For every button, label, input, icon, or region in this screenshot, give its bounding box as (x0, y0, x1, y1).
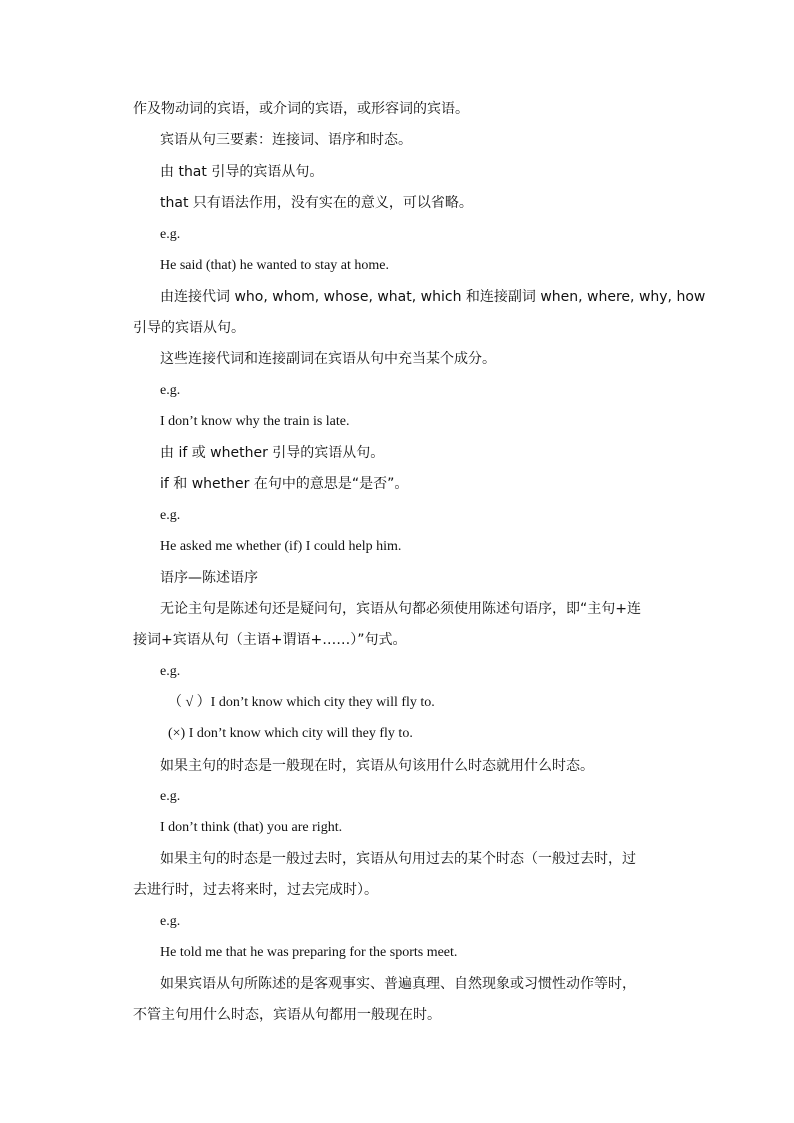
text-line-17: 无论主句是陈述句还是疑问句，宾语从句都必须使用陈述句语序，即“主句+连 (160, 601, 641, 617)
text-line-20: （ √ ）I don’t know which city they will fly to. (168, 695, 435, 710)
text-line-27: e.g. (160, 914, 181, 929)
text-line-11: I don’t know why the train is late. (160, 414, 350, 429)
text-line-12: 由 if 或 whether 引导的宾语从句。 (160, 445, 385, 461)
text-line-28: He told me that he was preparing for the sports meet. (160, 945, 458, 960)
text-line-23: e.g. (160, 789, 181, 804)
text-line-29: 如果宾语从句所陈述的是客观事实、普遍真理、自然现象或习惯性动作等时， (160, 976, 636, 992)
text-line-16: 语序—陈述语序 (160, 570, 258, 586)
text-line-2: 宾语从句三要素：连接词、语序和时态。 (160, 132, 412, 148)
text-line-4: that 只有语法作用，没有实在的意义，可以省略。 (160, 195, 473, 211)
text-line-30: 不管主句用什么时态，宾语从句都用一般现在时。 (133, 1007, 441, 1023)
text-line-24: I don’t think (that) you are right. (160, 820, 343, 835)
text-line-3: 由 that 引导的宾语从句。 (160, 164, 324, 180)
text-line-6: He said (that) he wanted to stay at home. (160, 258, 389, 273)
text-line-18: 接词+宾语从句（主语+谓语+……）”句式。 (133, 632, 407, 648)
text-line-22: 如果主句的时态是一般现在时，宾语从句该用什么时态就用什么时态。 (160, 758, 594, 774)
text-line-14: e.g. (160, 508, 181, 523)
text-line-9: 这些连接代词和连接副词在宾语从句中充当某个成分。 (160, 351, 496, 367)
text-line-19: e.g. (160, 664, 181, 679)
text-line-1: 作及物动词的宾语，或介词的宾语，或形容词的宾语。 (133, 101, 469, 117)
text-line-5: e.g. (160, 227, 181, 242)
text-line-7: 由连接代词 who, whom, whose, what, which 和连接副词 when, where, why, how (160, 289, 706, 305)
text-line-15: He asked me whether (if) I could help him. (160, 539, 402, 554)
text-line-10: e.g. (160, 383, 181, 398)
text-line-13: if 和 whether 在句中的意思是“是否”。 (160, 476, 409, 492)
text-line-25: 如果主句的时态是一般过去时，宾语从句用过去的某个时态（一般过去时，过 (160, 851, 636, 867)
text-line-21: (×) I don’t know which city will they fly to. (168, 726, 413, 741)
text-line-8: 引导的宾语从句。 (133, 320, 245, 336)
text-line-26: 去进行时，过去将来时，过去完成时）。 (133, 882, 378, 898)
